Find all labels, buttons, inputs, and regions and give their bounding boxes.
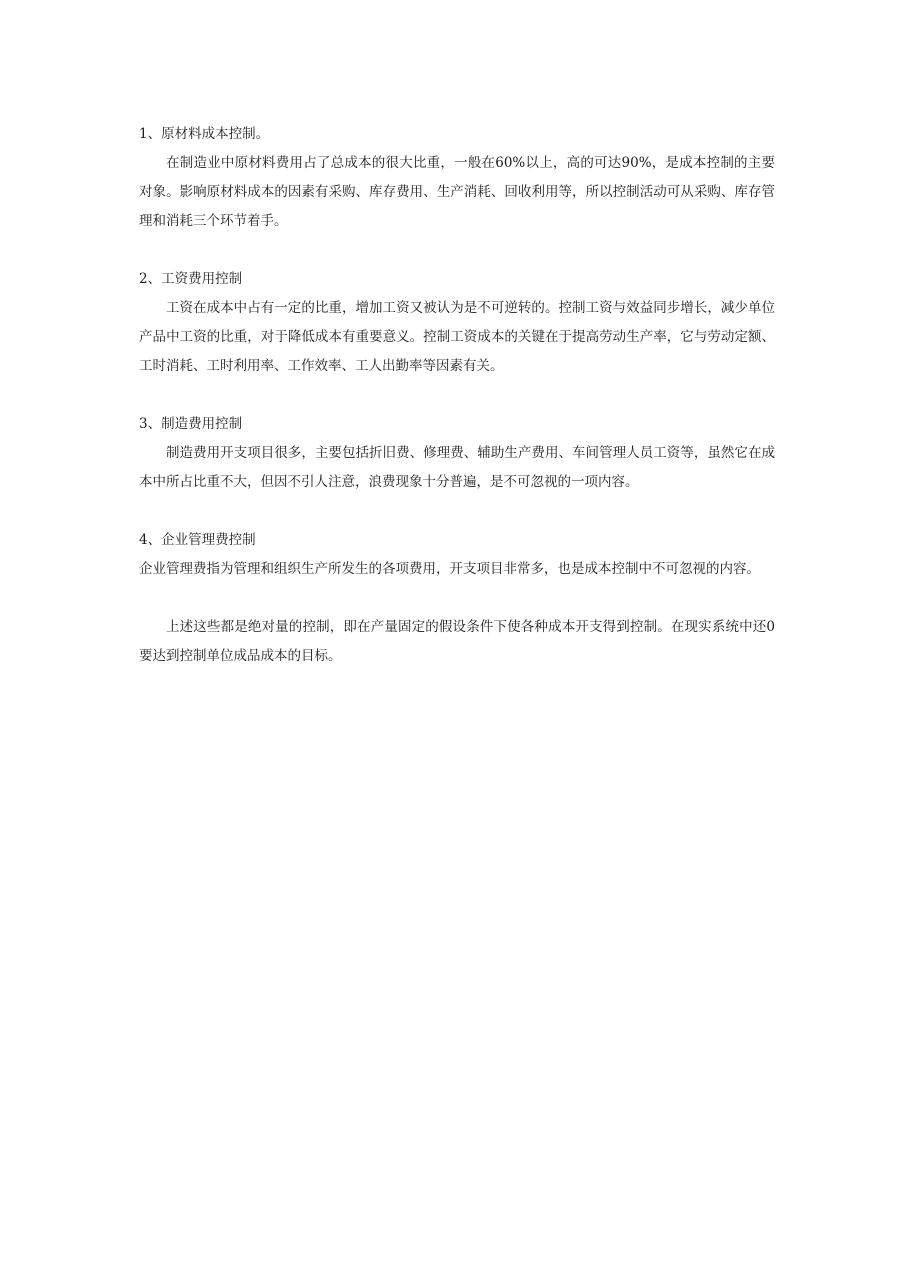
section-raw-materials [139, 120, 775, 236]
section-heading: 3、制造费用控制 [139, 416, 243, 432]
section-paragraph: 企业管理费指为管理和组织生产所发生的各项费用，开支项目非常多，也是成本控制中不可忽视的内容。 [139, 561, 760, 577]
section-paragraph: 制造费用开支项目很多，主要包括折旧费、修理费、辅助生产费用、车间管理人员工资等，虽然它在成本中所占比重不大，但因不引人注意，浪费现象十分普遍，是不可忽视的一项内容。 [139, 445, 775, 490]
closing-paragraph: 上述这些都是绝对量的控制，即在产量固定的假设条件下使各种成本开支得到控制。在现实系统中还0要达到控制单位成品成本的目标。 [139, 619, 775, 664]
section-heading: 4、企业管理费控制 [139, 532, 256, 548]
section-heading: 1、原材料成本控制。 [139, 126, 270, 142]
section-heading: 2、工资费用控制 [139, 271, 243, 287]
section-wages [139, 265, 775, 381]
section-paragraph: 工资在成本中占有一定的比重，增加工资又被认为是不可逆转的。控制工资与效益同步增长，减少单位产品中工资的比重，对于降低成本有重要意义。控制工资成本的关键在于提高劳动生产率，它与劳动定额、工时消耗、工时利用率、工作效率、工人出勤率等因素有关。 [139, 300, 775, 374]
section-admin-expenses [139, 526, 775, 584]
section-manufacturing-overhead [139, 410, 775, 497]
document-body [139, 120, 775, 671]
section-paragraph: 在制造业中原材料费用占了总成本的很大比重，一般在60%以上，高的可达90%，是成本控制的主要对象。影响原材料成本的因素有采购、库存费用、生产消耗、回收利用等，所以控制活动可从采购、库存管理和消耗三个环节着手。 [139, 155, 775, 229]
